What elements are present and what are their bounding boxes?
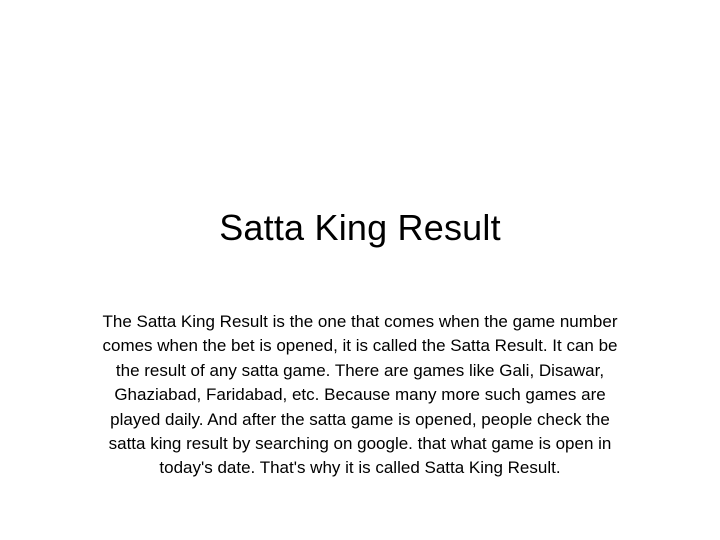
slide-title: Satta King Result — [219, 207, 501, 248]
slide-body-text: The Satta King Result is the one that comes when the game number comes when the bet is opened, it is called the Satta Result. It can be the result of any satta game. There are games like Gali, Disawar, Ghaziabad, Faridabad, etc. Because many more such games are played daily. And after the satta game is opened, people check the satta king result by searching on google. that what game is open in today's date. That's why it is called Satta King Result. — [102, 312, 618, 478]
